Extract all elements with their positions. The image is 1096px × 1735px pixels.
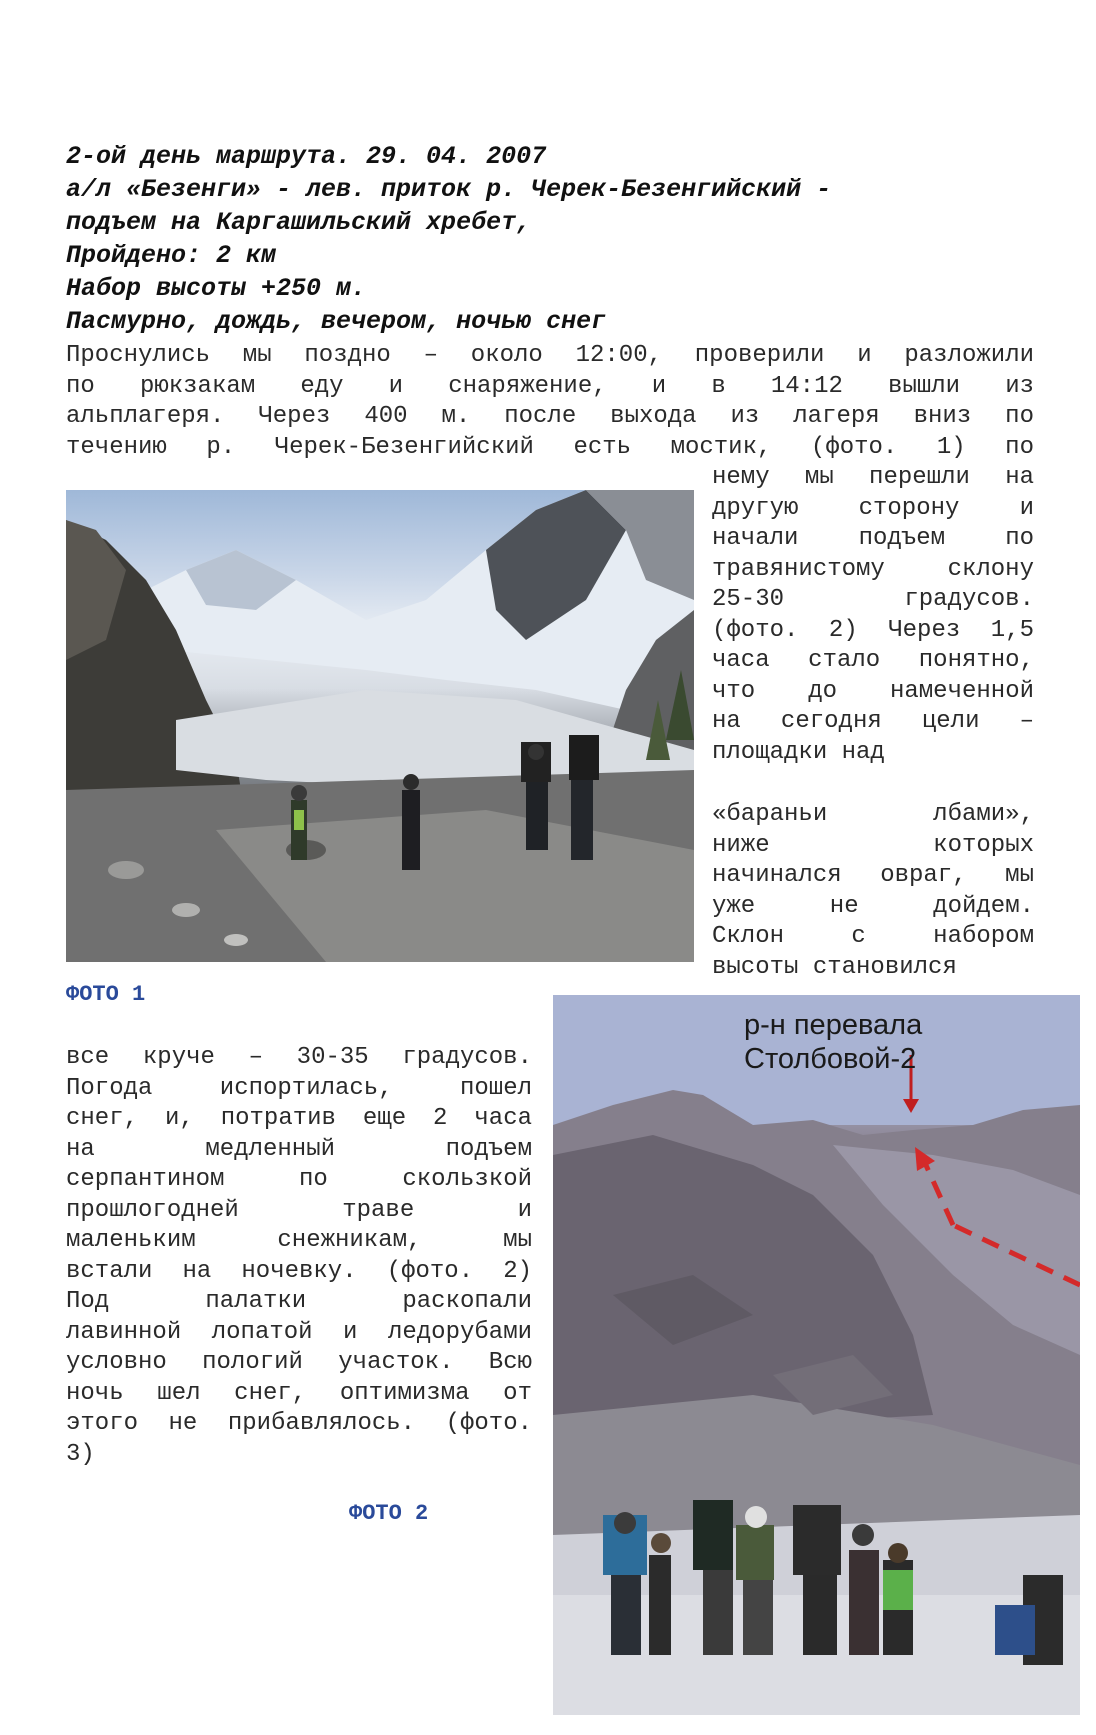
text-line: прошлогодней траве и xyxy=(66,1196,532,1224)
photo-1-caption: ФОТО 1 xyxy=(66,982,146,1007)
right-column-paragraph-1 xyxy=(712,463,1034,768)
text-line: начинался овраг, мы xyxy=(712,862,1034,889)
text-line: Под палатки раскопали xyxy=(66,1288,532,1315)
text-line: ночь шел снег, оптимизма от xyxy=(66,1379,532,1407)
text-line: условно пологий участок. Всю xyxy=(66,1349,532,1376)
text-line: другую сторону и xyxy=(712,494,1034,522)
text-line: высоты становился xyxy=(712,953,957,981)
intro-paragraph xyxy=(66,341,1034,463)
header-line: подъем на Каргашильский хребет, xyxy=(66,208,532,237)
text-line: лавинной лопатой и ледорубами xyxy=(66,1318,532,1346)
photo-2-slope xyxy=(553,995,1080,1715)
annotation-line: р-н перевала xyxy=(744,1009,923,1041)
text-line: серпантином по скользкой xyxy=(66,1166,532,1193)
annotation-line: Столбовой-2 xyxy=(744,1043,917,1075)
text-line: травянистому склону xyxy=(712,555,1034,583)
text-line: 3) xyxy=(66,1440,95,1468)
text-line: ниже которых xyxy=(712,831,1034,859)
text-line: Погода испортилась, пошел xyxy=(66,1074,532,1102)
text-line: часа стало понятно, xyxy=(712,647,1034,674)
text-line: Проснулись мы поздно – около 12:00, проверили и разложили xyxy=(66,342,1034,369)
text-line: этого не прибавлялось. (фото. xyxy=(66,1410,532,1437)
photo-2-caption: ФОТО 2 xyxy=(349,1501,429,1526)
left-column-paragraph-2 xyxy=(66,1043,532,1470)
pass-area-annotation xyxy=(744,1008,922,1076)
text-line: уже не дойдем. xyxy=(712,892,1034,920)
text-line: снег, и, потратив еще 2 часа xyxy=(66,1105,532,1132)
header-line: а/л «Безенги» - лев. приток р. Черек-Безенгийский - xyxy=(66,175,832,204)
route-day-header xyxy=(66,140,1046,338)
text-line: встали на ночевку. (фото. 2) xyxy=(66,1257,532,1285)
text-line: (фото. 2) Через 1,5 xyxy=(712,616,1034,644)
text-line: на медленный подъем xyxy=(66,1135,532,1163)
text-line: альплагеря. Через 400 м. после выхода из лагеря вниз по xyxy=(66,403,1034,430)
text-line: маленьким снежникам, мы xyxy=(66,1227,532,1254)
text-line: все круче – 30-35 градусов. xyxy=(66,1044,532,1071)
text-line: «бараньи лбами», xyxy=(712,801,1034,828)
text-line: по рюкзакам еду и снаряжение, и в 14:12 вышли из xyxy=(66,372,1034,400)
right-column-paragraph-2 xyxy=(712,800,1034,983)
text-line: нему мы перешли на xyxy=(712,464,1034,491)
text-line: 25-30 градусов. xyxy=(712,586,1034,613)
header-line: 2-ой день маршрута. 29. 04. 2007 xyxy=(66,142,547,171)
text-line: что до намеченной xyxy=(712,677,1034,705)
text-line: на сегодня цели – xyxy=(712,708,1034,735)
header-line: Пасмурно, дождь, вечером, ночью снег xyxy=(66,307,607,336)
text-line: течению р. Черек-Безенгийский есть мостик, (фото. 1) по xyxy=(66,433,1034,461)
header-line: Набор высоты +250 м. xyxy=(66,274,367,303)
photo-2-illustration xyxy=(553,995,1080,1715)
text-line: начали подъем по xyxy=(712,525,1034,552)
photo-1-illustration xyxy=(66,490,694,962)
header-line: Пройдено: 2 км xyxy=(66,241,277,270)
text-line: площадки над xyxy=(712,738,885,766)
text-line: Склон с набором xyxy=(712,923,1034,950)
photo-1-valley xyxy=(66,490,694,962)
